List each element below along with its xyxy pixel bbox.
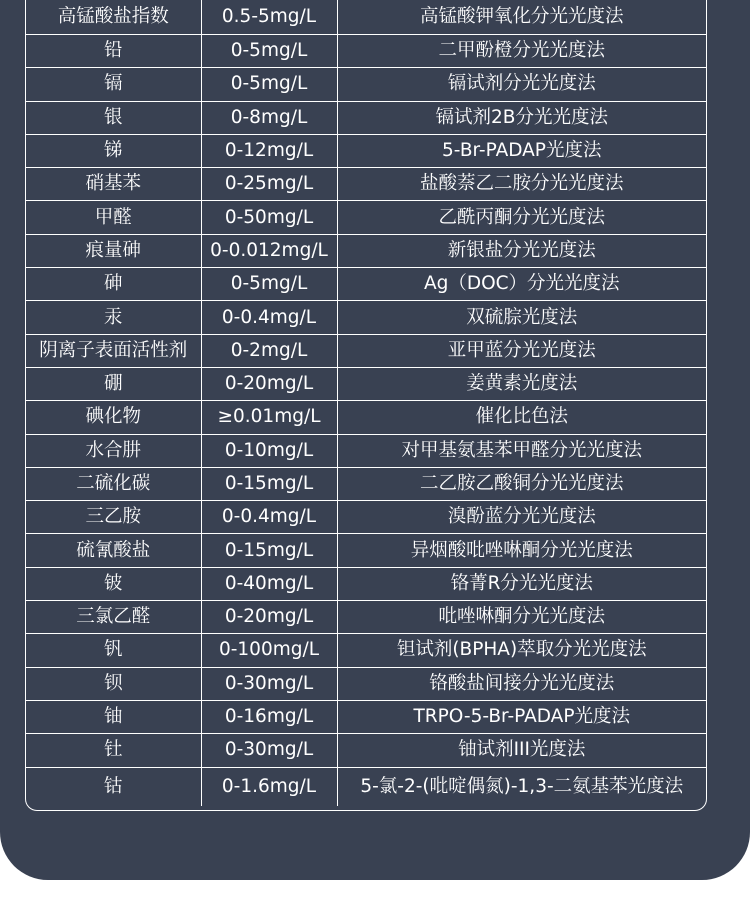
table-row bbox=[26, 35, 706, 68]
range-cell: 0-30mg/L bbox=[201, 667, 337, 700]
table-row bbox=[26, 101, 706, 134]
method-cell: 乙酰丙酮分光光度法 bbox=[337, 201, 706, 234]
parameter-table-body bbox=[26, 0, 706, 806]
range-cell: 0-5mg/L bbox=[201, 268, 337, 301]
range-cell: 0-50mg/L bbox=[201, 201, 337, 234]
table-row bbox=[26, 601, 706, 634]
table-row bbox=[26, 401, 706, 434]
table-row bbox=[26, 567, 706, 600]
range-cell: 0-0.4mg/L bbox=[201, 501, 337, 534]
item-name-cell: 硝基苯 bbox=[26, 168, 201, 201]
table-row bbox=[26, 168, 706, 201]
item-name-cell: 钒 bbox=[26, 634, 201, 667]
table-row bbox=[26, 134, 706, 167]
range-cell: 0-12mg/L bbox=[201, 134, 337, 167]
method-cell: 催化比色法 bbox=[337, 401, 706, 434]
range-cell: 0-16mg/L bbox=[201, 700, 337, 733]
table-row bbox=[26, 301, 706, 334]
table-row bbox=[26, 268, 706, 301]
range-cell: 0-0.4mg/L bbox=[201, 301, 337, 334]
range-cell: 0-15mg/L bbox=[201, 534, 337, 567]
parameter-table-frame bbox=[25, 0, 707, 811]
method-cell: 异烟酸吡唑啉酮分光光度法 bbox=[337, 534, 706, 567]
parameter-table bbox=[26, 0, 706, 806]
method-cell: 吡唑啉酮分光光度法 bbox=[337, 601, 706, 634]
method-cell: 铬酸盐间接分光光度法 bbox=[337, 667, 706, 700]
method-cell: 对甲基氨基苯甲醛分光光度法 bbox=[337, 434, 706, 467]
method-cell: 新银盐分光光度法 bbox=[337, 234, 706, 267]
range-cell: 0-25mg/L bbox=[201, 168, 337, 201]
table-row bbox=[26, 68, 706, 101]
range-cell: 0-8mg/L bbox=[201, 101, 337, 134]
item-name-cell: 钡 bbox=[26, 667, 201, 700]
method-cell: 二甲酚橙分光光度法 bbox=[337, 35, 706, 68]
method-cell: 铀试剂III光度法 bbox=[337, 734, 706, 767]
method-cell: Ag（DOC）分光光度法 bbox=[337, 268, 706, 301]
range-cell: 0-40mg/L bbox=[201, 567, 337, 600]
method-cell: TRPO-5-Br-PADAP光度法 bbox=[337, 700, 706, 733]
item-name-cell: 钴 bbox=[26, 767, 201, 806]
range-cell: 0-5mg/L bbox=[201, 35, 337, 68]
range-cell: 0-0.012mg/L bbox=[201, 234, 337, 267]
item-name-cell: 铅 bbox=[26, 35, 201, 68]
item-name-cell: 三氯乙醛 bbox=[26, 601, 201, 634]
item-name-cell: 锑 bbox=[26, 134, 201, 167]
table-row bbox=[26, 700, 706, 733]
range-cell: ≥0.01mg/L bbox=[201, 401, 337, 434]
method-cell: 铬菁R分光光度法 bbox=[337, 567, 706, 600]
range-cell: 0-2mg/L bbox=[201, 334, 337, 367]
item-name-cell: 硼 bbox=[26, 367, 201, 400]
range-cell: 0.5-5mg/L bbox=[201, 0, 337, 35]
method-cell: 二乙胺乙酸铜分光光度法 bbox=[337, 467, 706, 500]
item-name-cell: 水合肼 bbox=[26, 434, 201, 467]
table-row bbox=[26, 767, 706, 806]
method-cell: 5-Br-PADAP光度法 bbox=[337, 134, 706, 167]
method-cell: 溴酚蓝分光光度法 bbox=[337, 501, 706, 534]
item-name-cell: 碘化物 bbox=[26, 401, 201, 434]
range-cell: 0-10mg/L bbox=[201, 434, 337, 467]
range-cell: 0-15mg/L bbox=[201, 467, 337, 500]
item-name-cell: 阴离子表面活性剂 bbox=[26, 334, 201, 367]
table-row bbox=[26, 201, 706, 234]
item-name-cell: 汞 bbox=[26, 301, 201, 334]
method-cell: 盐酸萘乙二胺分光光度法 bbox=[337, 168, 706, 201]
item-name-cell: 铀 bbox=[26, 700, 201, 733]
table-row bbox=[26, 367, 706, 400]
item-name-cell: 硫氰酸盐 bbox=[26, 534, 201, 567]
range-cell: 0-20mg/L bbox=[201, 601, 337, 634]
item-name-cell: 银 bbox=[26, 101, 201, 134]
item-name-cell: 钍 bbox=[26, 734, 201, 767]
item-name-cell: 痕量砷 bbox=[26, 234, 201, 267]
table-row bbox=[26, 667, 706, 700]
item-name-cell: 镉 bbox=[26, 68, 201, 101]
item-name-cell: 甲醛 bbox=[26, 201, 201, 234]
range-cell: 0-20mg/L bbox=[201, 367, 337, 400]
table-row bbox=[26, 0, 706, 35]
range-cell: 0-5mg/L bbox=[201, 68, 337, 101]
range-cell: 0-30mg/L bbox=[201, 734, 337, 767]
method-cell: 镉试剂2B分光光度法 bbox=[337, 101, 706, 134]
range-cell: 0-1.6mg/L bbox=[201, 767, 337, 806]
item-name-cell: 砷 bbox=[26, 268, 201, 301]
item-name-cell: 三乙胺 bbox=[26, 501, 201, 534]
method-cell: 钽试剂(BPHA)萃取分光光度法 bbox=[337, 634, 706, 667]
item-name-cell: 高锰酸盐指数 bbox=[26, 0, 201, 35]
method-cell: 5-氯-2-(吡啶偶氮)-1,3-二氨基苯光度法 bbox=[360, 775, 684, 797]
table-row bbox=[26, 334, 706, 367]
table-row bbox=[26, 234, 706, 267]
table-row bbox=[26, 467, 706, 500]
table-row bbox=[26, 734, 706, 767]
method-cell: 高锰酸钾氧化分光光度法 bbox=[337, 0, 706, 35]
table-row bbox=[26, 501, 706, 534]
method-cell: 亚甲蓝分光光度法 bbox=[337, 334, 706, 367]
range-cell: 0-100mg/L bbox=[201, 634, 337, 667]
table-row bbox=[26, 534, 706, 567]
table-row bbox=[26, 434, 706, 467]
item-name-cell: 二硫化碳 bbox=[26, 467, 201, 500]
method-cell: 姜黄素光度法 bbox=[337, 367, 706, 400]
item-name-cell: 铍 bbox=[26, 567, 201, 600]
method-cell: 双硫腙光度法 bbox=[337, 301, 706, 334]
method-cell: 镉试剂分光光度法 bbox=[337, 68, 706, 101]
table-row bbox=[26, 634, 706, 667]
